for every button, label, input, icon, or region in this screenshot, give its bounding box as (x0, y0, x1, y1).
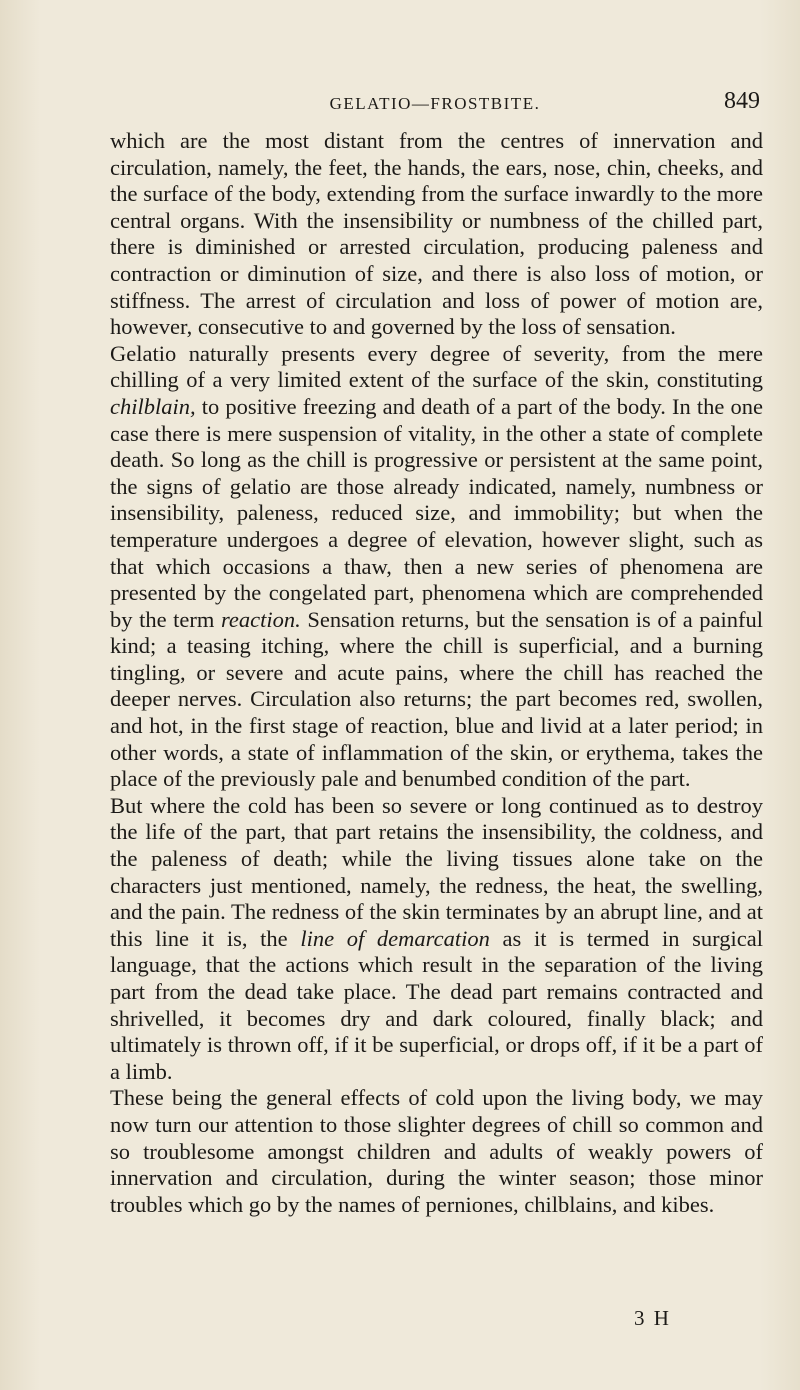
italic-term-reaction: reaction. (220, 606, 301, 632)
text-run: which are the most distant from the centres of innervation and circulation, namely, the feet, the hands, the ears, nose, chin, cheeks, and the surface of the body, extending from the surface inwardly to the more central organs. With the insensibility or numbness of the chilled part, there is diminished or arrested circulation, producing paleness and contraction or diminution of size, and there is also loss of motion, or stiffness. The arrest of circulation and loss of power of motion are, however, consecutive to and governed by the loss of sensation. (110, 128, 763, 340)
text-run: But where the cold has been so severe or long continued as to destroy the life of the part, that part retains the insensibility, the coldness, and the paleness of death; while the living tissues alone take on the characters just mentioned, namely, the redness, the heat, the swelling, and the pain. The redness of the skin terminates by an abrupt line, and at this line it is, the (110, 792, 763, 951)
paragraph (110, 793, 763, 1086)
text-run: These being the general effects of cold upon the living body, we may now turn our attention to those slighter degrees of chill so common and so troublesome amongst children and adults of weakly powers of innervation and circulation, during the winter season; those minor troubles which go by the names of perniones, chilblains, and kibes. (110, 1085, 763, 1217)
paragraph (110, 128, 763, 341)
page-header (110, 88, 760, 122)
paragraph (110, 341, 763, 793)
text-run: Sensation returns, but the sensation is of a painful kind; a teasing itching, where the chill is superficial, and a burning tingling, or severe and acute pains, where the chill has reached the deeper nerves. Circulation also returns; the part becomes red, swollen, and hot, in the first stage of reaction, blue and livid at a later period; in other words, a state of inflammation of the skin, or erythema, takes the place of the previously pale and benumbed condition of the part. (110, 606, 763, 792)
paragraph (110, 1085, 763, 1218)
italic-term-chilblain: chilblain, (110, 393, 196, 419)
text-run: to positive freezing and death of a part of the body. In the one case there is mere suspension of vitality, in the other a state of complete death. So long as the chill is progressive or persistent at the same point, the signs of gelatio are those already indicated, namely, numbness or insensibility, paleness, reduced size, and immobility; but when the temperature undergoes a degree of elevation, however slight, such as that which occasions a thaw, then a new series of phenomena are presented by the congelated part, phenomena which are comprehended by the term (110, 393, 763, 632)
page-number: 849 (724, 88, 760, 114)
text-run: as it is termed in surgical language, that the actions which result in the separation of the living part from the dead take place. The dead part remains contracted and shrivelled, it becomes dry and dark coloured, finally black; and ultimately is thrown off, if it be superficial, or drops off, if it be a part of a limb. (110, 925, 763, 1084)
italic-term-line-of-demarcation: line of demarcation (300, 925, 490, 951)
running-title: GELATIO—FROSTBITE. (329, 94, 541, 113)
printer-signature-mark: 3 H (634, 1306, 671, 1330)
text-run: Gelatio naturally presents every degree of severity, from the mere chilling of a very limited extent of the surface of the skin, constituting (110, 340, 763, 393)
body-text (110, 128, 763, 1218)
